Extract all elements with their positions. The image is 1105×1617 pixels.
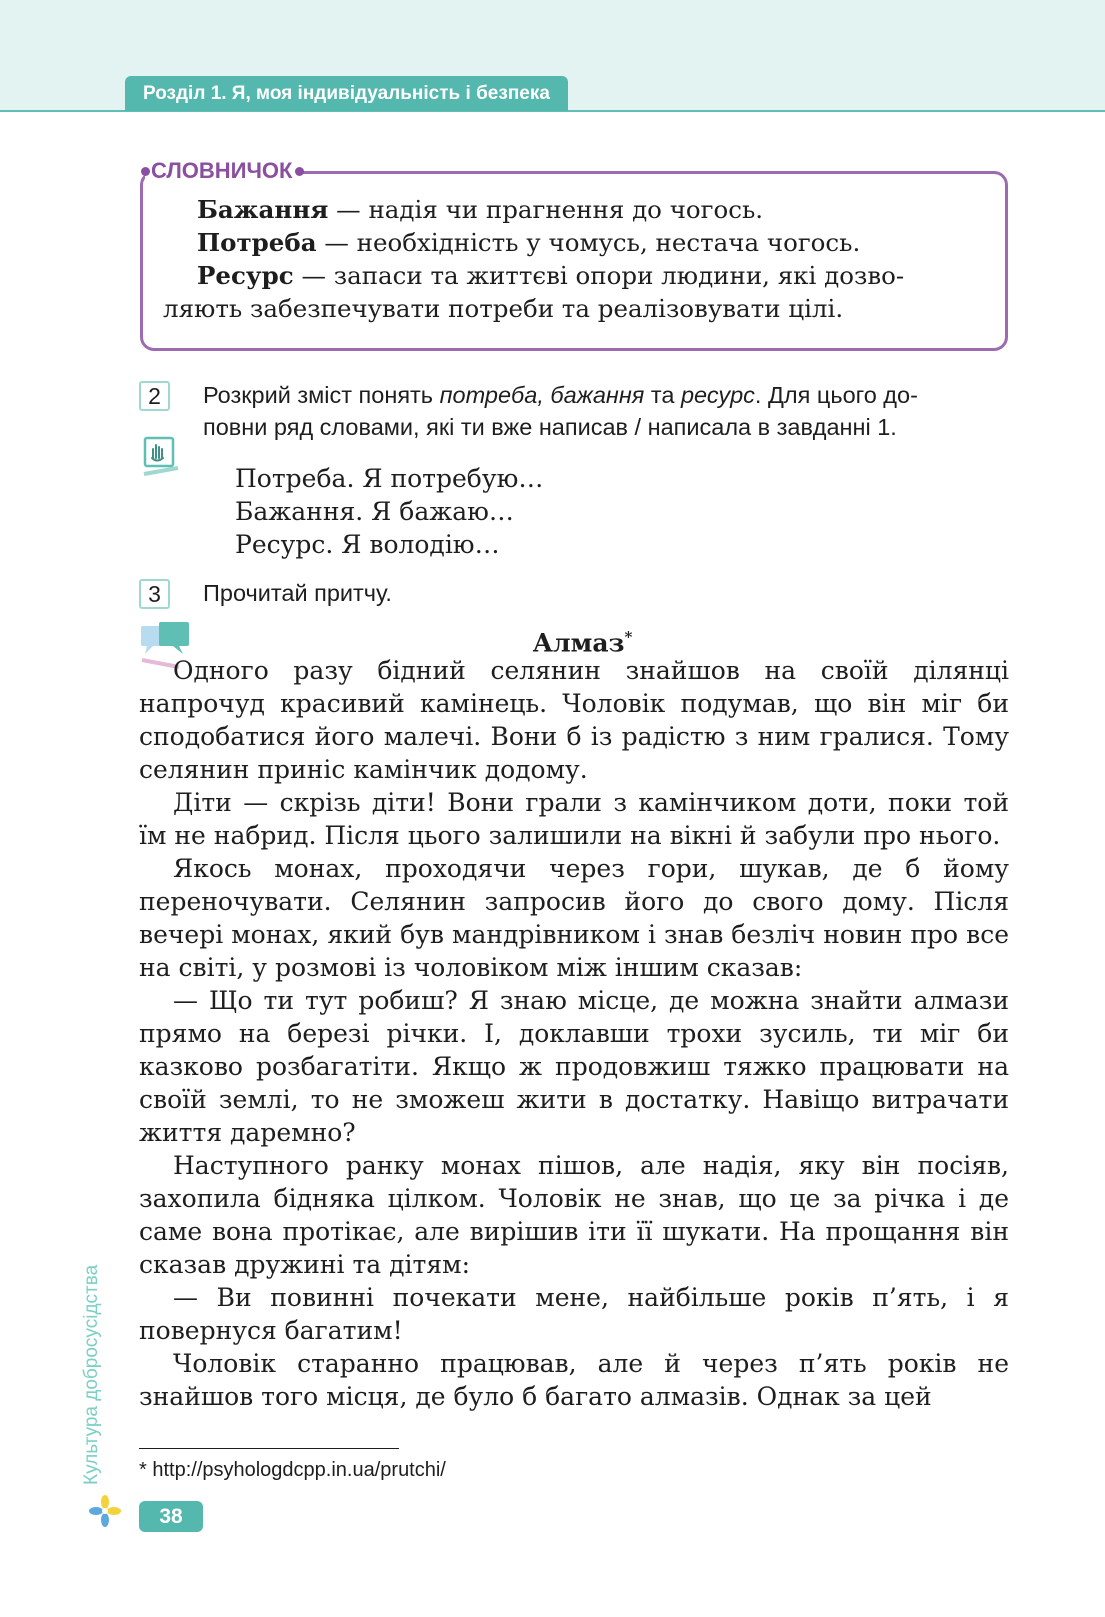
story-paragraph: — Ви повинні почекати мене, найбільше років п’ять, і я повернуся багатим! [139, 1283, 1009, 1345]
task2-text: . Для цього до- [754, 382, 918, 408]
dot-left-icon [141, 167, 150, 176]
fill-in-lines [235, 462, 543, 561]
story-body [139, 654, 1009, 1413]
glossary-continuation: ляють забезпечувати потреби та реалізовувати цілі. [163, 294, 844, 323]
page-number: 38 [139, 1501, 203, 1532]
glossary-title-text: СЛОВНИЧОК [151, 158, 293, 183]
glossary-definition: — запаси та життєві опори людини, які дозво- [293, 261, 905, 290]
task-number-badge: 2 [139, 381, 170, 411]
chapter-tab: Розділ 1. Я, моя індивідуальність і безпека [125, 76, 568, 111]
glossary-title [145, 157, 302, 185]
footnote-mark: * [624, 628, 633, 646]
task2-text: Розкрий зміст понять [203, 382, 440, 408]
footnote-divider [139, 1448, 399, 1449]
glossary-entry [163, 193, 1003, 226]
story-paragraph: — Що ти тут робиш? Я знаю місце, де можна знайти алмази прямо на березі річки. І, доклавши трохи зусиль, ти міг би казково розбагатіти. Якщо ж продовжиш тяжко працювати на своїй землі, то не зможеш жити в достатку. Навіщо витрачати життя даремно? [139, 986, 1009, 1147]
glossary-text [163, 193, 1003, 325]
side-series-label: Культура добросусідства [81, 1264, 102, 1485]
glossary-definition: — необхідність у чомусь, нестача чогось. [316, 228, 861, 257]
footnote: * http://psyhologdcpp.in.ua/prutchi/ [139, 1459, 446, 1481]
story-paragraph: Діти — скрізь діти! Вони грали з камінчиком доти, поки той їм не набрид. Після цього залишили на вікні й забули про нього. [139, 788, 1009, 850]
task2-italic-term: ресурс [680, 382, 755, 408]
story-paragraph: Чоловік старанно працював, але й через п’ять років не знайшов того місця, де було б багато алмазів. Однак за цей [139, 1349, 1009, 1411]
task3-instruction: Прочитай притчу. [203, 580, 392, 606]
flower-icon [89, 1495, 121, 1527]
task2-instruction-line2: повни ряд словами, які ти вже написав / написала в завданні 1. [203, 414, 897, 440]
pointer-hand-icon [140, 434, 184, 480]
task-number-badge: 3 [139, 579, 170, 609]
glossary-term: Ресурс [197, 261, 294, 290]
glossary-term: Потреба [197, 228, 317, 257]
fill-line: Потреба. Я потребую… [235, 464, 544, 493]
fill-line: Бажання. Я бажаю… [235, 497, 514, 526]
story-paragraph: Одного разу бідний селянин знайшов на своїй ділянці напрочуд красивий камінець. Чоловік подумав, що він міг би сподобатися його малечі. Вони б із радістю з ним гралися. Тому селянин приніс камінчик додому. [139, 656, 1009, 784]
glossary-entry [163, 259, 1003, 292]
story-paragraph: Наступного ранку монах пішов, але надія, яку він посіяв, захопила бідняка цілком. Чоловік не знав, що це за річка і де саме вона протікає, але вирішив іти її шукати. На прощання він сказав дружині та дітям: [139, 1151, 1009, 1279]
glossary-term: Бажання [197, 195, 329, 224]
task2-text: та [644, 382, 681, 408]
story-title-text: Алмаз [532, 628, 625, 658]
task2-italic-terms: потреба, бажання [439, 382, 645, 408]
glossary-entry [163, 226, 1003, 259]
story-paragraph: Якось монах, проходячи через гори, шукав, де б йому переночувати. Селянин запросив його до свого дому. Після вечері монах, який був мандрівником і знав безліч новин про все на світі, у розмові із чоловіком між іншим сказав: [139, 854, 1009, 982]
fill-line: Ресурс. Я володію… [235, 530, 500, 559]
task2-instruction-line1 [203, 379, 918, 411]
glossary-definition: — надія чи прагнення до чогось. [328, 195, 764, 224]
